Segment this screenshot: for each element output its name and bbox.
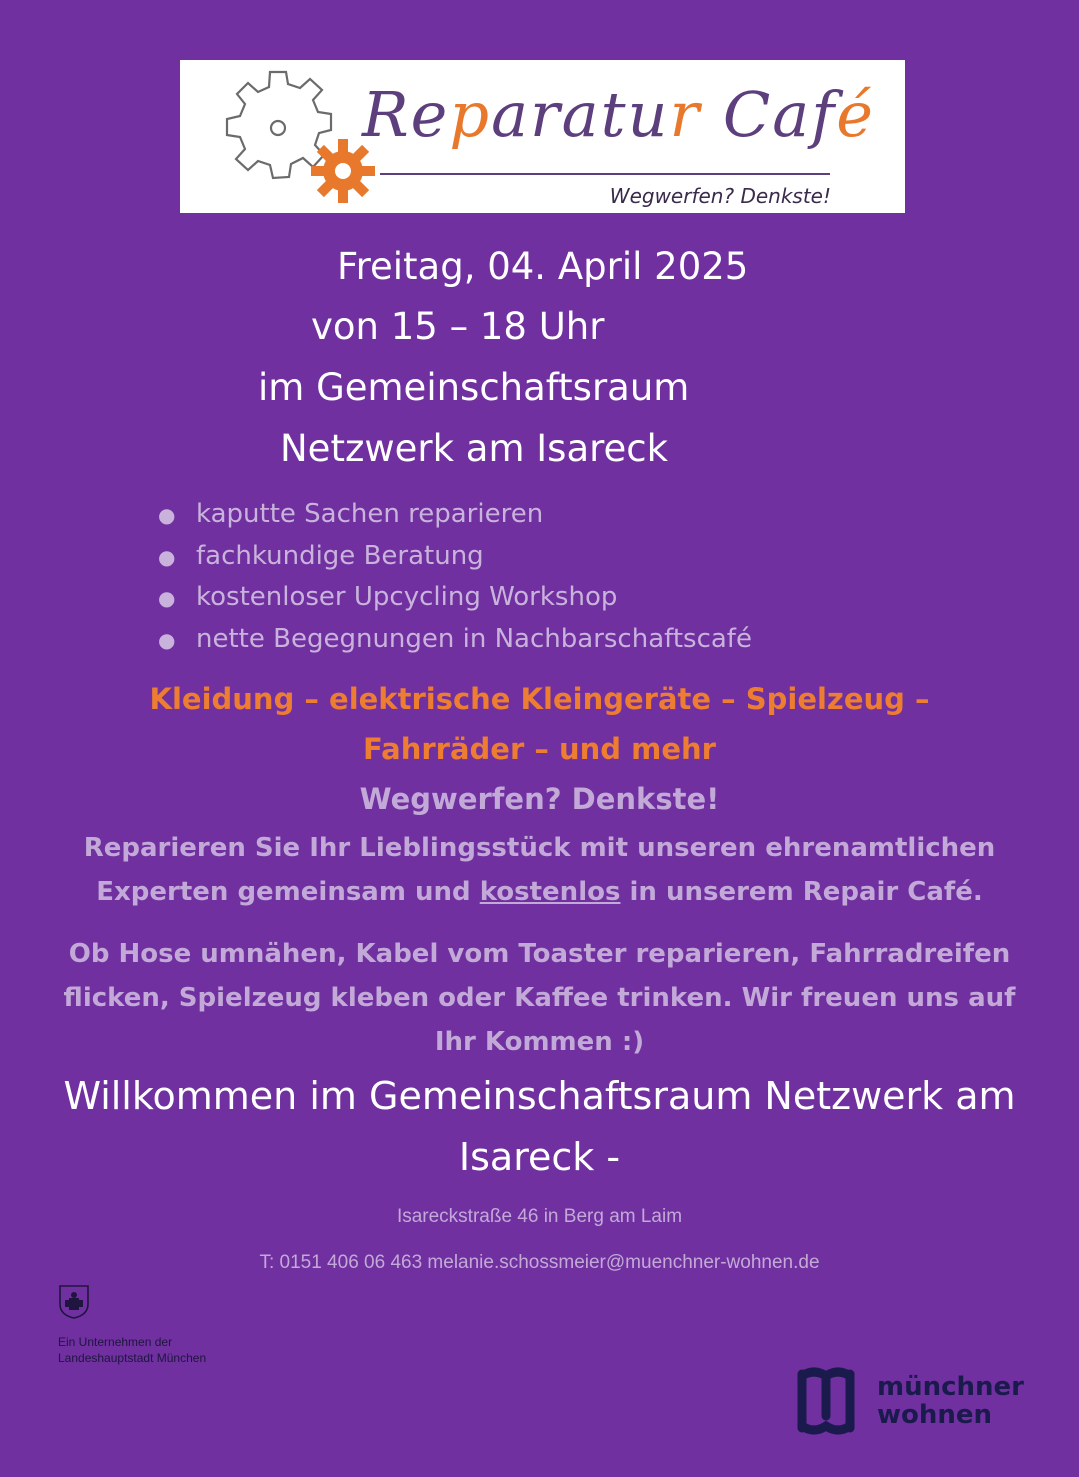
categories-line-2: Fahrräder – und mehr <box>363 732 716 766</box>
intro-paragraph <box>0 826 1079 914</box>
brand-line: wohnen <box>877 1400 993 1430</box>
reparatur-cafe-logo <box>180 60 905 213</box>
logo-title-part: aratu <box>491 78 670 151</box>
list-item-text: kostenloser Upcycling Workshop <box>196 582 618 612</box>
logo-title-part: Caf <box>701 78 837 151</box>
address: Isareckstraße 46 in Berg am Laim <box>396 1206 683 1227</box>
muenchner-wohnen-logo-icon <box>796 1366 856 1436</box>
paragraph-text: in unserem Repair Café. <box>620 877 983 907</box>
logo-divider <box>380 173 830 175</box>
paragraph-line: Ihr Kommen :) <box>434 1027 645 1057</box>
feature-list <box>158 494 752 660</box>
list-item <box>158 536 752 578</box>
kostenlos-highlight: kostenlos <box>479 877 621 907</box>
logo-title-accent: p <box>449 78 492 151</box>
paragraph-text: Experten gemeinsam und <box>96 877 480 907</box>
list-item-text: nette Begegnungen in Nachbarschaftscafé <box>196 623 752 654</box>
paragraph-line <box>0 870 1079 914</box>
list-item-text: fachkundige Beratung <box>196 540 484 571</box>
logo-title-accent: é <box>836 78 875 151</box>
event-room: im Gemeinschaftsraum <box>258 366 690 409</box>
bullet-icon: ● <box>158 544 176 569</box>
munich-crest-icon <box>58 1284 90 1320</box>
city-affiliation <box>58 1334 206 1366</box>
logo-title-part: Re <box>362 78 450 151</box>
list-item <box>158 577 752 619</box>
event-place: Netzwerk am Isareck <box>280 427 669 470</box>
paragraph-line: Ob Hose umnähen, Kabel vom Toaster reparieren, Fahrradreifen <box>68 939 1011 969</box>
bullet-icon: ● <box>158 586 176 610</box>
contact-info: T: 0151 406 06 463 melanie.schossmeier@muenchner-wohnen.de <box>259 1252 820 1273</box>
list-item-text: kaputte Sachen reparieren <box>196 499 544 529</box>
logo-title-accent: r <box>669 78 702 151</box>
welcome-heading <box>0 1066 1079 1188</box>
list-item <box>158 619 752 661</box>
city-line: Ein Unternehmen der <box>58 1335 173 1349</box>
paragraph-line: flicken, Spielzeug kleben oder Kaffee trinken. Wir freuen uns auf <box>63 983 1016 1013</box>
bullet-icon: ● <box>158 627 176 652</box>
list-item <box>158 494 752 536</box>
welcome-line: Isareck - <box>458 1135 621 1179</box>
brand-line: münchner <box>877 1372 1024 1402</box>
bullet-icon: ● <box>158 503 176 527</box>
categories-line-1: Kleidung – elektrische Kleingeräte – Spielzeug – <box>149 682 930 716</box>
city-line: Landeshauptstadt München <box>58 1351 207 1365</box>
logo-title <box>362 78 875 151</box>
welcome-line: Willkommen im Gemeinschaftsraum Netzwerk am <box>63 1074 1016 1118</box>
paragraph-line: Reparieren Sie Ihr Lieblingsstück mit unseren ehrenamtlichen <box>83 833 996 863</box>
logo-tagline: Wegwerfen? Denkste! <box>609 184 831 208</box>
motto: Wegwerfen? Denkste! <box>359 782 720 816</box>
event-date: Freitag, 04. April 2025 <box>337 245 749 288</box>
examples-paragraph <box>0 932 1079 1064</box>
event-time: von 15 – 18 Uhr <box>311 305 605 348</box>
brand-wordmark <box>877 1373 1024 1429</box>
